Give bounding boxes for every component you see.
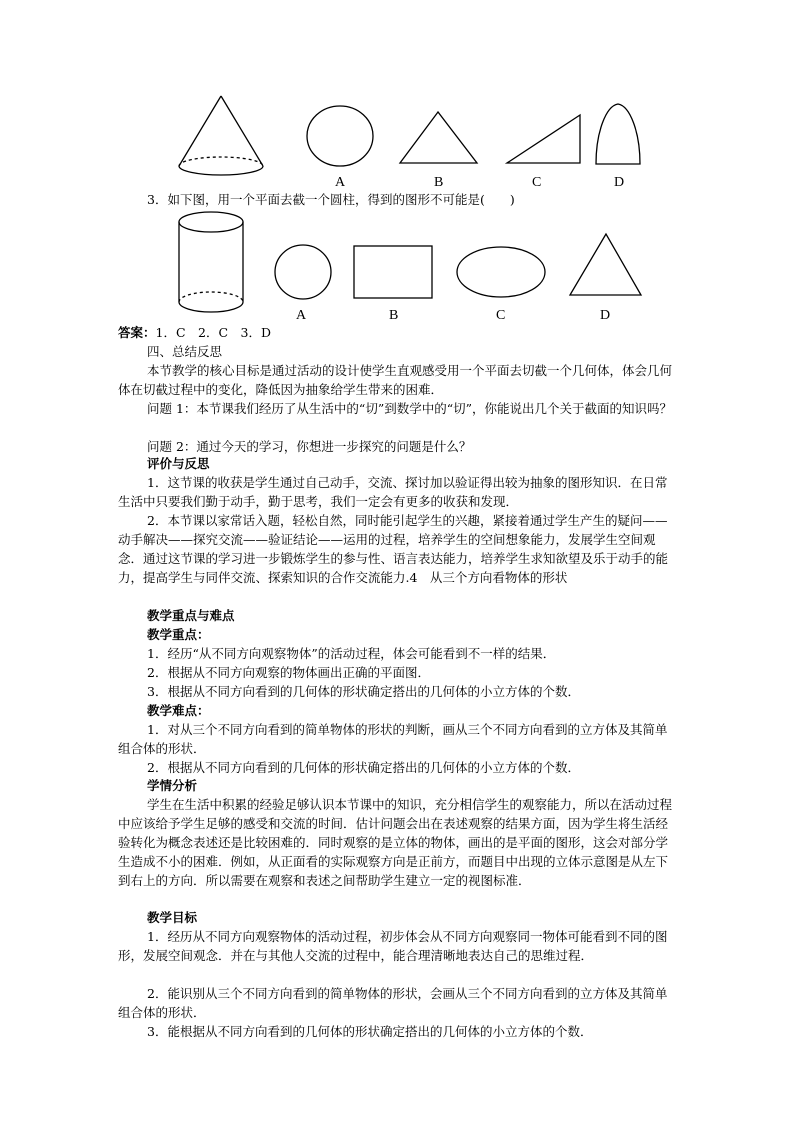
key-difficult-heading: 教学重点与难点 xyxy=(147,608,235,623)
q3-option-d-triangle-shape xyxy=(568,232,644,298)
top-label-a: A xyxy=(335,175,346,190)
q3-option-b-rectangle-shape xyxy=(352,244,434,300)
q3-option-c-ellipse-shape xyxy=(455,245,547,299)
difficult-point-1: 1．对从三个不同方向看到的简单物体的形状的判断，画从三个不同方向看到的立方体及其简单组合体的形状． xyxy=(118,722,668,756)
cylinder-figure xyxy=(176,210,246,314)
q3-option-a-circle-shape xyxy=(273,243,333,301)
difficult-point-2: 2．根据从不同方向看到的几何体的形状确定搭出的几何体的小立方体的个数． xyxy=(147,760,580,775)
answer-label: 答案： xyxy=(118,325,156,340)
cone-figure xyxy=(176,94,266,178)
q3-label-d: D xyxy=(600,308,611,323)
analysis-heading: 学情分析 xyxy=(147,778,198,793)
evaluation-heading: 评价与反思 xyxy=(147,456,210,471)
goal-3: 3．能根据从不同方向看到的几何体的形状确定搭出的几何体的小立方体的个数． xyxy=(147,1024,593,1039)
key-point-3: 3．根据从不同方向看到的几何体的形状确定搭出的几何体的小立方体的个数． xyxy=(147,684,580,699)
option-d-arch-shape xyxy=(594,102,644,168)
summary-question-2: 问题 2：通过今天的学习，你想进一步探究的问题是什么？ xyxy=(147,439,472,454)
goals-heading: 教学目标 xyxy=(147,910,198,925)
question-3-text: 3．如下图，用一个平面去截一个圆柱，得到的图形不可能是( ) xyxy=(147,192,515,207)
top-label-d: D xyxy=(614,175,625,190)
answer-value: 1．C 2．C 3．D xyxy=(155,325,272,340)
key-point-1: 1．经历“从不同方向观察物体”的活动过程，体会可能看到不一样的结果． xyxy=(147,646,556,661)
answer-line xyxy=(118,323,678,342)
option-c-right-triangle-shape xyxy=(505,113,583,165)
option-b-triangle-shape xyxy=(398,110,480,166)
difficult-points-heading: 教学难点： xyxy=(147,703,210,718)
q3-label-c: C xyxy=(496,308,506,323)
q3-label-a: A xyxy=(296,308,307,323)
key-point-2: 2．根据从不同方向观察的物体画出正确的平面图． xyxy=(147,665,430,680)
analysis-paragraph: 学生在生活中积累的经验足够认识本节课中的知识，充分相信学生的观察能力，所以在活动过程中应该给予学生足够的感受和交流的时间．估计问题会出在表述观察的结果方面，因为学生将生活经验转化为概念表述还是比较困难的．同时观察的是立体的物体，画出的是平面的图形，这会对部分学生造成不小的困难．例如，从正面看的实际观察方向是正前方，而题目中出现的立体示意图是从左下到右上的方向．所以需要在观察和表述之间帮助学生建立一定的视图标准． xyxy=(118,797,673,888)
summary-question-1: 问题 1：本节课我们经历了从生活中的“切”到数学中的“切”，你能说出几个关于截面的知识吗？ xyxy=(147,401,672,416)
goal-2: 2．能识别从三个不同方向看到的简单物体的形状，会画从三个不同方向看到的立方体及其简单组合体的形状． xyxy=(118,986,668,1020)
key-points-heading: 教学重点： xyxy=(147,627,210,642)
goal-1: 1．经历从不同方向观察物体的活动过程，初步体会从不同方向观察同一物体可能看到不同的图形，发展空间观念．并在与其他人交流的过程中，能合理清晰地表达自己的思维过程． xyxy=(118,929,668,963)
q3-label-b: B xyxy=(389,308,399,323)
option-a-circle-shape xyxy=(306,104,374,168)
evaluation-paragraph-2: 2．本节课以家常话入题，轻松自然，同时能引起学生的兴趣，紧接着通过学生产生的疑问——动手解决——探究交流——验证结论——运用的过程，培养学生的空间想象能力，发展学生空间观念．通过这节课的学习进一步锻炼学生的参与性、语言表达能力，培养学生求知欲望及乐于动手的能力，提高学生与同伴交流、探索知识的合作交流能力.4 从三个方向看物体的形状 xyxy=(118,513,669,585)
top-label-c: C xyxy=(532,175,542,190)
summary-paragraph: 本节教学的核心目标是通过活动的设计使学生直观感受用一个平面去切截一个几何体，体会几何体在切截过程中的变化，降低因为抽象给学生带来的困难． xyxy=(118,363,673,397)
evaluation-paragraph-1: 1．这节课的收获是学生通过自己动手，交流、探讨加以验证得出较为抽象的图形知识．在日常生活中只要我们勤于动手，勤于思考，我们一定会有更多的收获和发现． xyxy=(118,475,668,509)
summary-heading: 四、总结反思 xyxy=(147,344,223,359)
top-label-b: B xyxy=(434,175,444,190)
